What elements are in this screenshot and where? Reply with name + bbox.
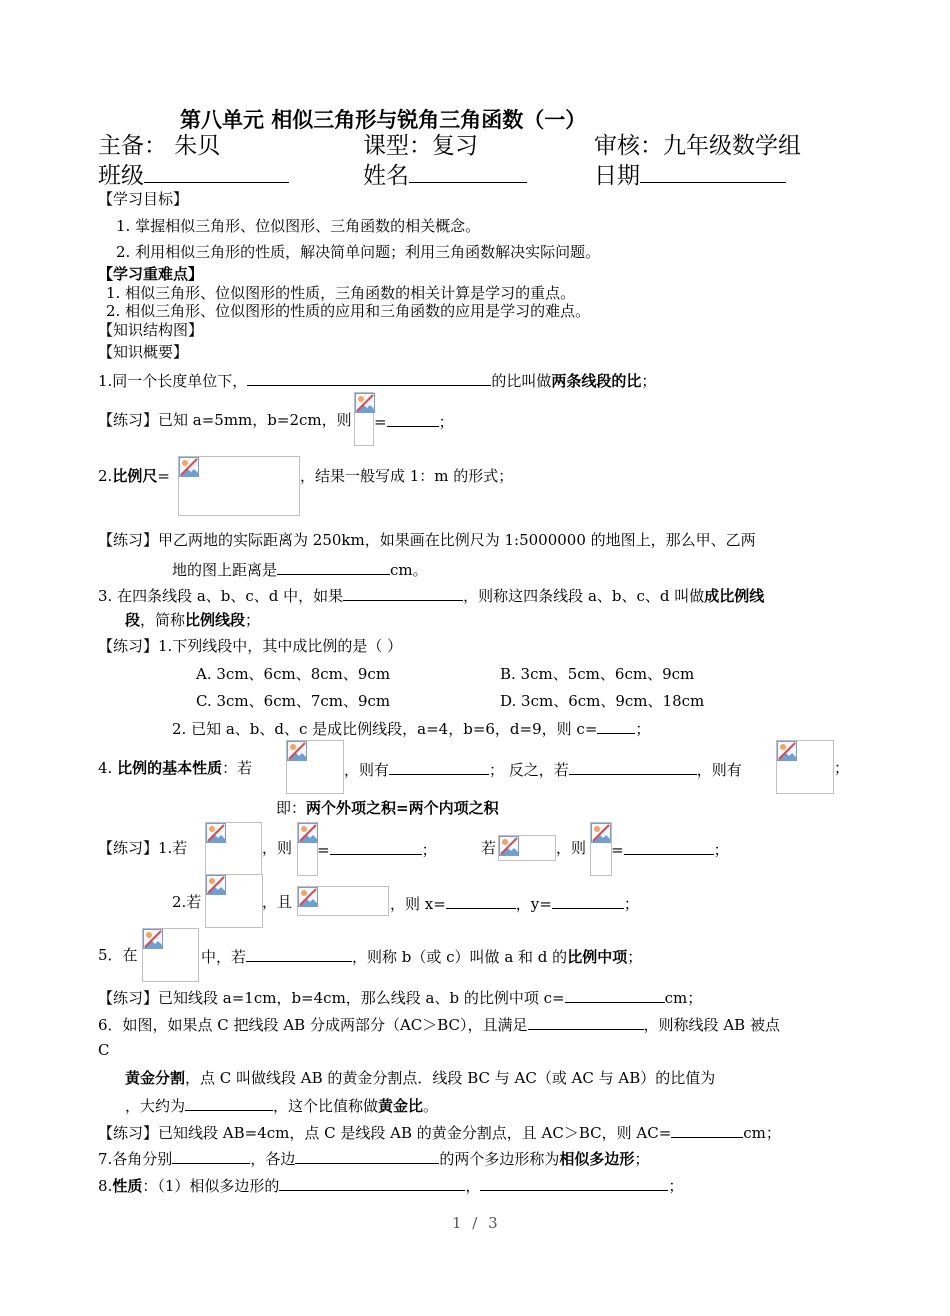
p1-eq: = xyxy=(374,413,387,431)
class-blank[interactable] xyxy=(144,160,289,183)
s7-blank-1[interactable] xyxy=(172,1147,250,1164)
lesson-type-label: 课型：复习 xyxy=(363,133,478,159)
section-3 xyxy=(98,584,764,606)
p2-unit: cm。 xyxy=(390,561,428,579)
goal-item: 2. 利用相似三角形的性质，解决简单问题；利用三角函数解决实际问题。 xyxy=(116,243,601,261)
p4-blank-1[interactable] xyxy=(330,838,422,855)
formula-image xyxy=(354,392,374,446)
p5-unit: cm； xyxy=(664,989,703,1007)
s7-blank-2[interactable] xyxy=(295,1147,439,1164)
s4-term: 比例的基本性质 xyxy=(117,759,223,777)
goals-heading: 【学习目标】 xyxy=(98,190,189,208)
s8-text: ：（1）相似多边形的 xyxy=(142,1177,280,1195)
p4-and: ，且 xyxy=(262,893,293,911)
structure-heading: 【知识结构图】 xyxy=(98,321,204,339)
s3-blank[interactable] xyxy=(343,584,463,601)
option-b[interactable]: B. 3cm、5cm、6cm、9cm xyxy=(500,665,695,683)
s2-term: 比例尺 xyxy=(112,467,158,485)
section-8 xyxy=(98,1174,683,1196)
p3-q2-text: 2. 已知 a、b、d、c 是成比例线段，a=4，b=6，d=9，则 c= xyxy=(172,720,598,738)
section-4-end: ； xyxy=(834,759,850,777)
s4-text: ：若 xyxy=(222,759,253,777)
s4-num: 4. xyxy=(98,759,118,777)
s3-term2: 段 xyxy=(125,611,141,629)
s6-text2: ，则称线段 AB 被点 xyxy=(643,1016,780,1034)
name-label: 姓名 xyxy=(363,163,409,189)
p6-unit: cm； xyxy=(743,1124,781,1142)
s8-sep: ， xyxy=(465,1177,481,1195)
p3-q2-end: ； xyxy=(635,720,651,738)
broken-image-icon xyxy=(143,929,163,949)
p4-xy xyxy=(390,892,639,914)
s1-text2: 的比叫做 xyxy=(491,372,552,390)
s3-text3: ，简称 xyxy=(140,611,186,629)
s2-eq: = xyxy=(157,467,170,485)
s6-text: 6．如图，如果点 C 把线段 AB 分成两部分（AC＞BC），且满足 xyxy=(98,1016,528,1034)
s1-end: ； xyxy=(641,372,657,390)
s5-blank[interactable] xyxy=(246,945,352,962)
s6-text4: ，大约为 xyxy=(125,1097,186,1115)
p4-if-2: 若 xyxy=(481,839,497,857)
s8-term: 性质 xyxy=(112,1177,143,1195)
broken-image-icon xyxy=(206,875,226,895)
section-4-mid xyxy=(344,758,742,780)
s8-blank-2[interactable] xyxy=(480,1174,668,1191)
page-number: 1 / 3 xyxy=(452,1214,501,1232)
p4-then-1: ，则 xyxy=(262,839,293,857)
s7-text2: ，各边 xyxy=(250,1150,296,1168)
s4-rule: 两个外项之积=两个内项之积 xyxy=(306,799,499,817)
s8-blank-1[interactable] xyxy=(279,1174,465,1191)
formula-image xyxy=(590,822,612,876)
option-d[interactable]: D. 3cm、6cm、9cm、18cm xyxy=(500,692,705,710)
date-label: 日期 xyxy=(594,163,640,189)
s5-end: ； xyxy=(627,948,643,966)
p4-then-2: ，则 xyxy=(556,839,587,857)
page-title: 第八单元 相似三角形与锐角三角函数（一） xyxy=(180,107,587,132)
p6-blank[interactable] xyxy=(671,1121,743,1138)
formula-image xyxy=(178,456,300,516)
broken-image-icon xyxy=(287,741,307,761)
p4-end: ； xyxy=(623,895,639,913)
formula-image xyxy=(498,835,556,861)
s3-term3: 比例线段 xyxy=(185,611,246,629)
formula-image xyxy=(297,822,318,876)
class-field[interactable] xyxy=(98,160,289,190)
practice-1-answer xyxy=(374,410,454,432)
s3-end: ； xyxy=(245,611,261,629)
p4-y: ，y= xyxy=(515,895,552,913)
name-blank[interactable] xyxy=(409,160,527,183)
s6-blank-2[interactable] xyxy=(185,1094,273,1111)
formula-image xyxy=(205,822,262,876)
p4-answer-1 xyxy=(317,838,437,860)
broken-image-icon xyxy=(777,741,797,761)
s4-blank-2[interactable] xyxy=(569,758,697,775)
section-3-line2 xyxy=(125,610,260,630)
s6-term2: 黄金比 xyxy=(378,1097,424,1115)
formula-image xyxy=(297,886,389,916)
class-label: 班级 xyxy=(98,163,144,189)
s7-term: 相似多边形 xyxy=(559,1150,635,1168)
overview-heading: 【知识概要】 xyxy=(98,343,189,361)
s6-text3: ，点 C 叫做线段 AB 的黄金分割点．线段 BC 与 AC（或 AC 与 AB）的比值为 xyxy=(185,1069,716,1087)
section-5: 5．在 xyxy=(98,946,138,964)
s8-end: ； xyxy=(668,1177,684,1195)
key-point-item: 2. 相似三角形、位似图形的性质的应用和三角函数的应用是学习的难点。 xyxy=(106,302,591,320)
section-2-rest: ，结果一般写成 1：m 的形式； xyxy=(300,467,514,485)
s5-term: 比例中项 xyxy=(567,948,628,966)
review-label: 审核：九年级数学组 xyxy=(594,133,801,159)
practice-3-question: 【练习】1.下列线段中，其中成比例的是（ ） xyxy=(98,637,403,655)
s7-text: 7.各角分别 xyxy=(98,1150,173,1168)
s4-text4: ，则有 xyxy=(696,761,742,779)
broken-image-icon xyxy=(499,836,519,856)
p1-text: 【练习】已知 a=5mm，b=2cm，则 xyxy=(98,411,352,429)
p4-blank-2[interactable] xyxy=(624,838,714,855)
s1-blank[interactable] xyxy=(247,369,491,386)
broken-image-icon xyxy=(179,457,199,477)
p4-eq: = xyxy=(317,841,330,859)
s3-text2: ，则称这四条线段 a、b、c、d 叫做 xyxy=(463,587,705,605)
section-7 xyxy=(98,1147,649,1169)
s7-end: ； xyxy=(634,1150,650,1168)
p2-text: 地的图上距离是 xyxy=(172,561,278,579)
option-a[interactable]: A. 3cm、6cm、8cm、9cm xyxy=(196,665,391,683)
section-6-line3 xyxy=(125,1068,715,1088)
broken-image-icon xyxy=(591,823,611,843)
broken-image-icon xyxy=(206,823,226,843)
s1-text: 1.同一个长度单位下， xyxy=(98,372,248,390)
p3-q2-blank[interactable] xyxy=(597,717,635,734)
s4-blank-1[interactable] xyxy=(389,758,489,775)
p1-blank[interactable] xyxy=(387,410,439,427)
p4-answer-2 xyxy=(611,838,729,860)
practice-2: 【练习】甲乙两地的实际距离为 250km，如果画在比例尺为 1:5000000 的地图上，那么甲、乙两 xyxy=(98,531,756,549)
s3-text: 3. 在四条线段 a、b、c、d 中，如果 xyxy=(98,587,344,605)
s5-text: 中，若 xyxy=(201,948,247,966)
p4-sep: ； xyxy=(421,841,437,859)
p5-text: 【练习】已知线段 a=1cm，b=4cm，那么线段 a、b 的比例中项 c= xyxy=(98,989,565,1007)
section-4-rule xyxy=(276,798,499,818)
p6-text: 【练习】已知线段 AB=4cm，点 C 是线段 AB 的黄金分割点，且 AC＞BC，则 AC= xyxy=(98,1124,672,1142)
s4-text2: ，则有 xyxy=(344,761,390,779)
p1-end: ； xyxy=(438,413,454,431)
p4-x: ，则 x= xyxy=(390,895,446,913)
formula-image xyxy=(205,874,263,928)
section-2 xyxy=(98,466,170,486)
s4-prefix: 即： xyxy=(276,799,307,817)
s6-text5: ，这个比值称做 xyxy=(273,1097,379,1115)
s8-num: 8. xyxy=(98,1177,113,1195)
broken-image-icon xyxy=(298,887,318,907)
s7-text3: 的两个多边形称为 xyxy=(439,1150,560,1168)
s4-text3: ； 反之，若 xyxy=(489,761,569,779)
p4-q2: 2.若 xyxy=(172,893,202,911)
p4-sep2: ； xyxy=(713,841,729,859)
practice-2-line2 xyxy=(172,558,428,580)
p4-x-blank[interactable] xyxy=(446,892,516,909)
section-6 xyxy=(98,1013,780,1035)
p2-blank[interactable] xyxy=(277,558,390,575)
p4-y-blank[interactable] xyxy=(552,892,624,909)
broken-image-icon xyxy=(355,393,375,413)
formula-image xyxy=(142,928,199,982)
p4-eq2: = xyxy=(611,841,624,859)
practice-5 xyxy=(98,986,702,1008)
goal-item: 1. 掌握相似三角形、位似图形、三角函数的相关概念。 xyxy=(116,217,481,235)
key-points-heading: 【学习重难点】 xyxy=(98,265,204,283)
formula-image xyxy=(776,740,834,794)
practice-1 xyxy=(98,410,352,430)
s5-text2: ，则称 b（或 c）叫做 a 和 d 的 xyxy=(352,948,568,966)
date-field[interactable] xyxy=(594,160,786,190)
practice-3-q2 xyxy=(172,717,650,739)
s1-term: 两条线段的比 xyxy=(551,372,642,390)
name-field[interactable] xyxy=(363,160,527,190)
s3-term: 成比例线 xyxy=(704,587,765,605)
key-point-item: 1. 相似三角形、位似图形的性质，三角函数的相关计算是学习的重点。 xyxy=(106,284,576,302)
practice-4: 【练习】1.若 xyxy=(98,839,188,857)
section-4 xyxy=(98,758,252,778)
prep-label: 主备： 朱贝 xyxy=(98,133,221,159)
s6-blank-1[interactable] xyxy=(528,1013,644,1030)
broken-image-icon xyxy=(298,823,318,843)
s6-term: 黄金分割 xyxy=(125,1069,186,1087)
section-1 xyxy=(98,369,656,391)
section-6-line4 xyxy=(125,1094,438,1116)
date-blank[interactable] xyxy=(640,160,786,183)
formula-image xyxy=(286,740,344,794)
s2-num: 2. xyxy=(98,467,113,485)
practice-6 xyxy=(98,1121,781,1143)
p5-blank[interactable] xyxy=(565,986,665,1003)
section-5-rest xyxy=(201,945,642,967)
section-6-line2: C xyxy=(98,1041,110,1059)
option-c[interactable]: C. 3cm、6cm、7cm、9cm xyxy=(196,692,391,710)
s6-end: 。 xyxy=(423,1097,439,1115)
